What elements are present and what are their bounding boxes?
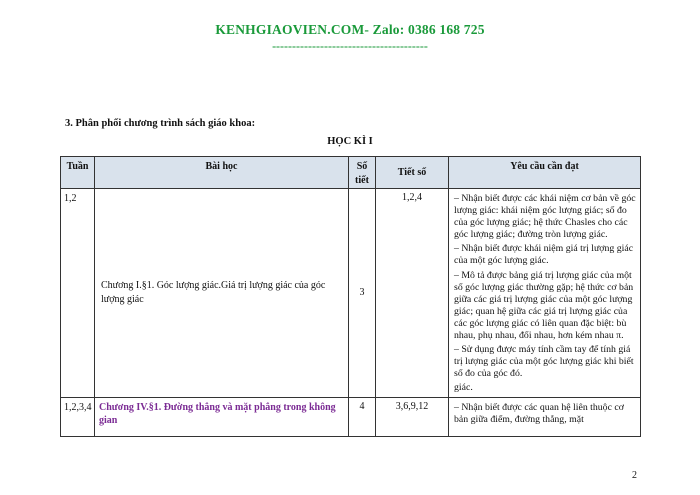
header-periods xyxy=(349,157,376,189)
requirement-item: – Mô tả được bảng giá trị lượng giác của một số góc lượng giác thường gặp; hệ thức cơ bản giữa các giá trị lượng giác của một góc lượng giác; quan hệ giữa các giá trị lượng giác của các góc lượng giác có liên quan đặc biệt: bù nhau, phụ nhau, đối nhau, hơn kém nhau π. xyxy=(454,269,634,342)
requirement-item: – Nhận biết được các quan hệ liên thuộc cơ bản giữa điểm, đường thẳng, mặt xyxy=(454,401,624,425)
requirements-cell xyxy=(449,189,641,398)
header-rule: --------------------------------------- xyxy=(272,39,428,53)
header-lesson: Bài học xyxy=(95,157,349,189)
page-header xyxy=(0,22,700,52)
table-row xyxy=(61,397,641,436)
periods-cell: 3 xyxy=(349,189,376,398)
curriculum-table xyxy=(60,156,641,437)
week-cell: 1,2 xyxy=(61,189,95,398)
periods-cell: 4 xyxy=(349,397,376,436)
header-title: KENHGIAOVIEN.COM- Zalo: 0386 168 725 xyxy=(215,22,485,37)
table-header-row xyxy=(61,157,641,189)
table-row xyxy=(61,189,641,398)
period-no-cell: 3,6,9,12 xyxy=(376,397,449,436)
section-heading: 3. Phân phối chương trình sách giáo khoa: xyxy=(65,118,256,129)
semester-title: HỌC KÌ I xyxy=(327,136,373,147)
requirement-item: – Nhận biết được khái niệm giá trị lượng giác của một góc lượng giác. xyxy=(454,243,634,267)
requirements-cell xyxy=(449,397,641,436)
requirement-item: – Nhận biết được các khái niệm cơ bản về góc lượng giác: khái niệm góc lượng giác; số đo của góc lượng giác; hệ thức Chasles cho các góc lượng giác; đường tròn lượng giác. xyxy=(454,193,636,241)
period-no-cell: 1,2,4 xyxy=(376,189,449,398)
page-number: 2 xyxy=(632,470,637,481)
week-cell: 1,2,3,4 xyxy=(61,397,95,436)
header-requirements: Yêu cầu cần đạt xyxy=(449,157,641,189)
lesson-cell: Chương IV.§1. Đường thẳng và mặt phẳng trong không gian xyxy=(95,397,349,436)
header-periods-line2: tiết xyxy=(355,175,369,186)
header-week: Tuần xyxy=(61,157,95,189)
requirement-item: giác. xyxy=(454,382,473,394)
lesson-cell: Chương I.§1. Góc lượng giác.Giá trị lượng giác của góc lượng giác xyxy=(95,189,349,398)
requirement-item: – Sử dụng được máy tính cầm tay để tính giá trị lượng giác của một góc lượng giác khi biết số đo của góc đó. xyxy=(454,344,634,380)
header-period-no: Tiết số xyxy=(376,157,449,189)
header-periods-line1: Số xyxy=(356,161,368,172)
